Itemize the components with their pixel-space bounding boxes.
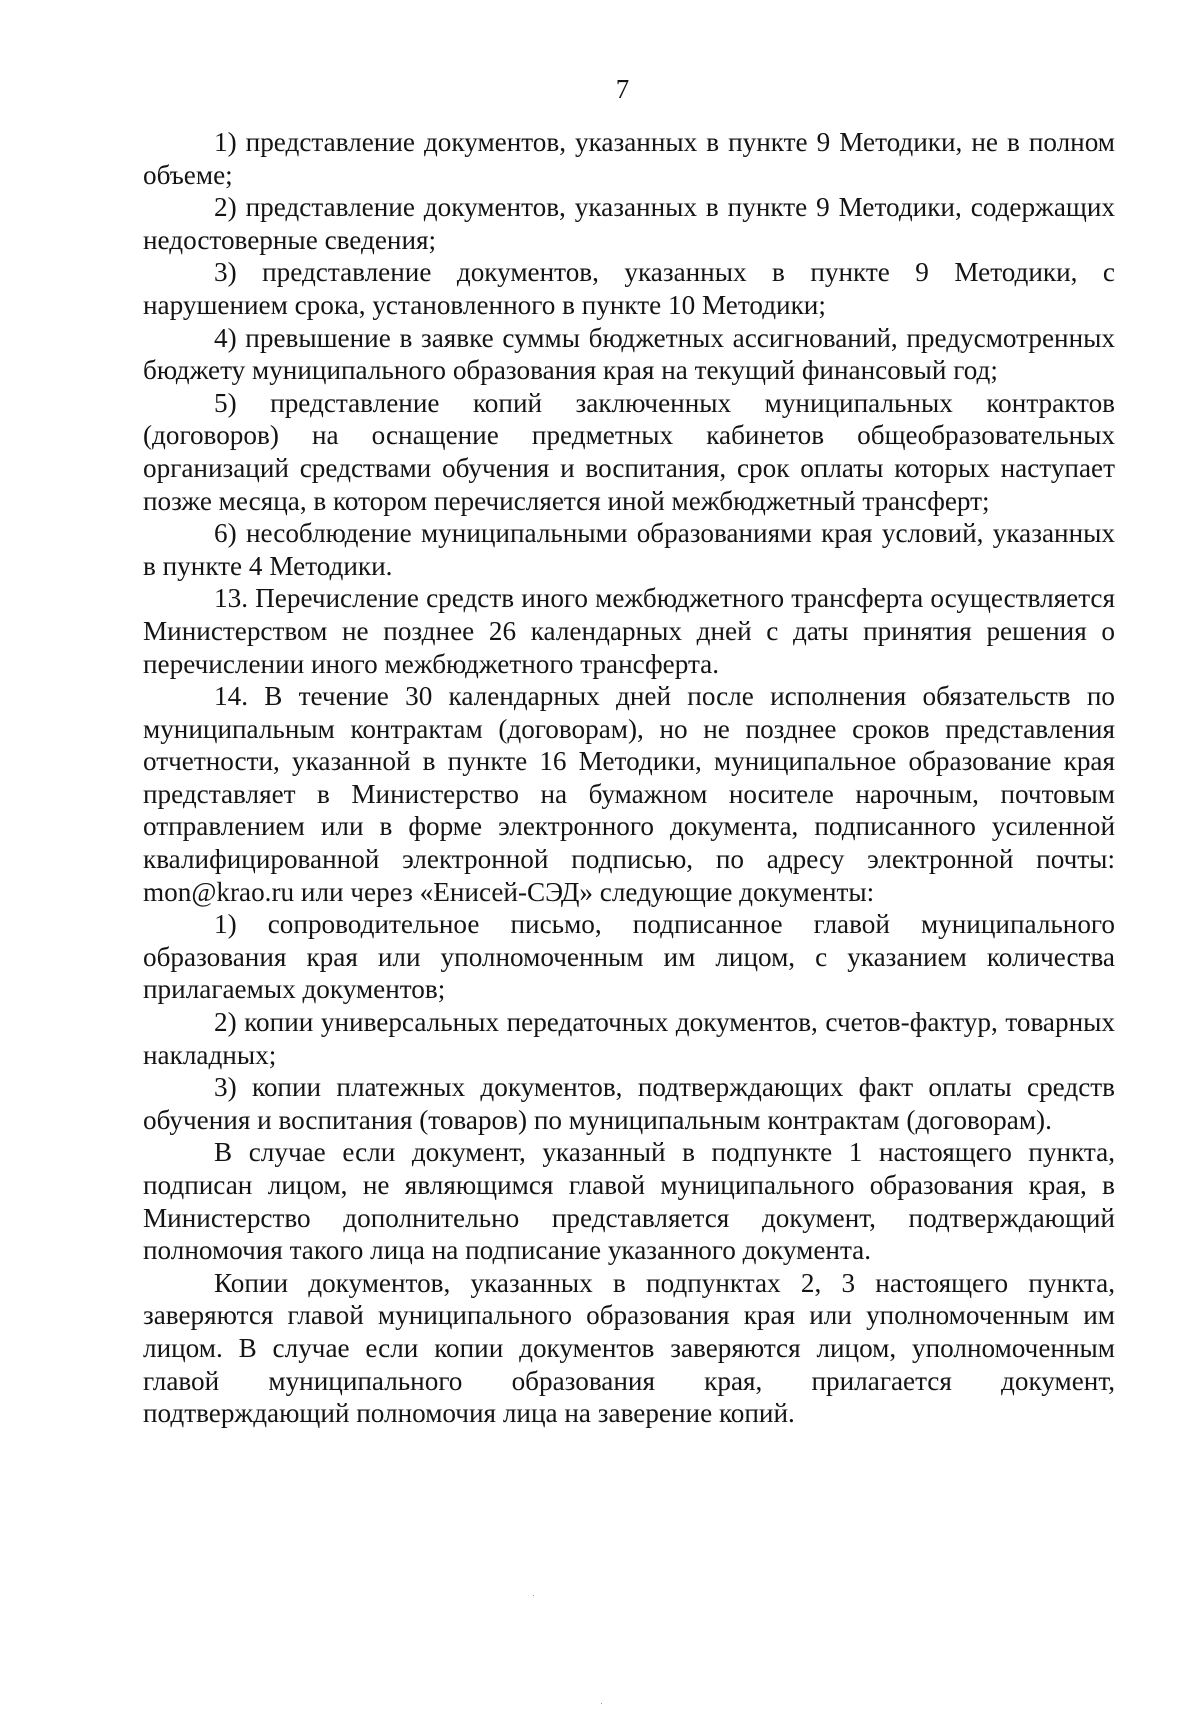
item-5-contract-copies: 5) представление копий заключенных муниципальных контрактов (договоров) на оснащение предметных кабинетов общеобразовательных организаций средствами обучения и воспитания, срок оплаты которых наступает позже месяца, в котором перечисляется иной межбюджетный трансферт; [143,387,1115,516]
document-body [143,126,1115,1430]
clause-14-item-2-invoices: 2) копии универсальных передаточных документов, счетов-фактур, товарных накладных; [143,1007,1115,1070]
item-6-non-compliance: 6) несоблюдение муниципальными образованиями края условий, указанных в пункте 4 Методики. [143,518,1115,581]
clause-14-item-1-cover-letter: 1) сопроводительное письмо, подписанное главой муниципального образования края или уполномоченным им лицом, с указанием количества прилагаемых документов; [143,909,1115,1005]
signatory-authority-paragraph: В случае если документ, указанный в подпункте 1 настоящего пункта, подписан лицом, не являющимся главой муниципального образования края, в Министерство дополнительно представляется документ, подтверждающий полномочия такого лица на подписание указанного документа. [143,1137,1115,1266]
clause-13-transfer-of-funds: 13. Перечисление средств иного межбюджетного трансферта осуществляется Министерством не позднее 26 календарных дней с даты принятия решения о перечислении иного межбюджетного трансферта. [143,583,1115,679]
item-4-excess-of-budget: 4) превышение в заявке суммы бюджетных ассигнований, предусмотренных бюджету муниципального образования края на текущий финансовый год; [143,322,1115,386]
copy-certification-paragraph: Копии документов, указанных в подпунктах 2, 3 настоящего пункта, заверяются главой муниципального образования края или уполномоченным им лицом. В случае если копии документов заверяются лицом, уполномоченным главой муниципального образования края, прилагается документ, подтверждающий полномочия лица на заверение копий. [143,1267,1115,1429]
item-2-false-information: 2) представление документов, указанных в пункте 9 Методики, содержащих недостоверные сведения; [143,192,1115,255]
scan-artifact [601,1703,602,1704]
item-1-incomplete-documents: 1) представление документов, указанных в пункте 9 Методики, не в полном объеме; [143,127,1115,190]
page-number: 7 [615,74,630,104]
scan-artifact [533,1595,534,1596]
item-3-deadline-violation: 3) представление документов, указанных в пункте 9 Методики, с нарушением срока, установленного в пункте 10 Методики; [143,257,1115,320]
clause-14-item-3-payment-documents: 3) копии платежных документов, подтверждающих факт оплаты средств обучения и воспитания (товаров) по муниципальным контрактам (договорам). [143,1072,1115,1135]
clause-14-reporting-documents: 14. В течение 30 календарных дней после исполнения обязательств по муниципальным контрактам (договорам), но не позднее сроков представления отчетности, указанной в пункте 16 Методики, муниципальное образование края представляет в Министерство на бумажном носителе нарочным, почтовым отправлением или в форме электронного документа, подписанного усиленной квалифицированной электронной подписью, по адресу электронной почты: mon@krao.ru или через «Енисей-СЭД» следующие документы: [143,681,1115,907]
